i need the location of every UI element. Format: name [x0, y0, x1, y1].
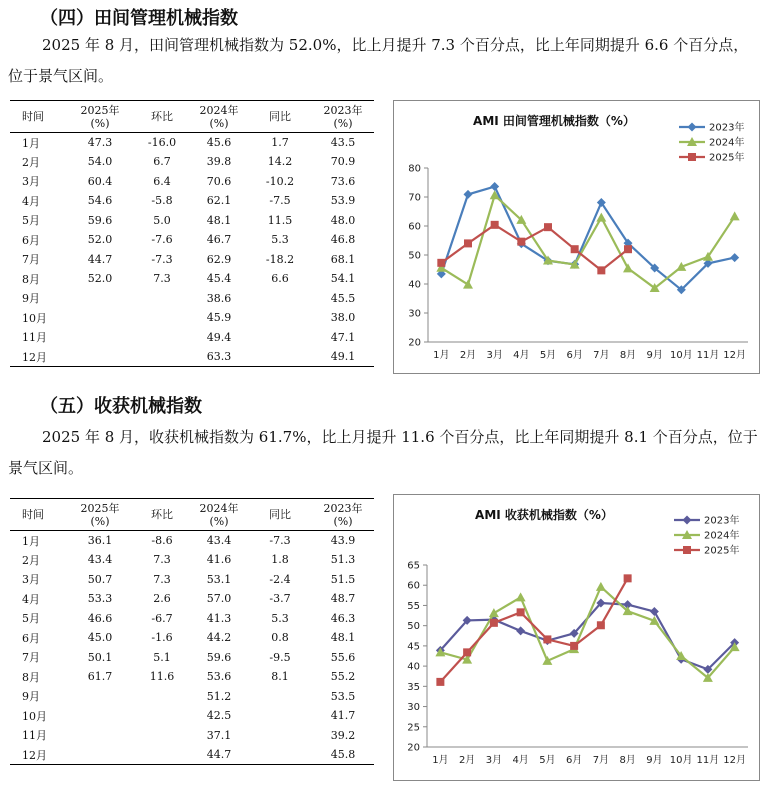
table-cell: 39.2	[330, 728, 356, 742]
table-cell: 42.5	[206, 709, 232, 723]
table-cell: 5.0	[153, 213, 171, 227]
table-cell: 45.0	[87, 631, 113, 645]
table-row	[10, 250, 374, 270]
table-row	[10, 745, 374, 765]
y-tick-label: 50	[408, 250, 421, 262]
table-cell	[248, 328, 312, 348]
y-tick-label: 20	[407, 742, 420, 754]
table-cell: 41.6	[206, 553, 232, 567]
table-cell: 12月	[10, 745, 66, 765]
data-point	[490, 619, 498, 627]
table-cell	[66, 308, 134, 328]
table-cell: 53.5	[330, 689, 356, 703]
table-cell: 6.7	[153, 155, 171, 169]
table-cell: 49.1	[312, 347, 374, 367]
table-cell: 2月	[22, 553, 40, 567]
table-cell: 38.6	[206, 291, 232, 305]
col-header: 时间	[10, 499, 66, 531]
table-cell	[134, 347, 190, 367]
table-cell: 44.2	[206, 631, 232, 645]
table-cell: 45.8	[312, 745, 374, 765]
table-cell: 7.3	[153, 572, 171, 586]
table-cell: 48.7	[330, 592, 356, 606]
table-row	[10, 609, 374, 629]
data-point	[570, 642, 578, 650]
paragraph-harvesting: 2025 年 8 月，收获机械指数为 61.7%，比上月提升 11.6 个百分点，比上年同期提升 8.1 个百分点，位于景气区间。	[8, 428, 758, 477]
table-cell: 11.5	[267, 213, 293, 227]
section-heading-harvesting: （五）收获机械指数	[40, 396, 202, 417]
table-cell: -16.0	[147, 136, 177, 149]
table-cell: 46.8	[330, 233, 356, 247]
x-tick-label: 6月	[565, 755, 583, 766]
table-row	[10, 589, 374, 609]
legend-marker	[683, 516, 692, 525]
table-cell: 41.7	[330, 709, 356, 723]
table-cell: 55.2	[330, 670, 356, 684]
table-row	[10, 687, 374, 707]
table-cell: 50.7	[87, 572, 113, 586]
col-header: 2023年 (%)	[312, 101, 374, 133]
table-cell: 10月	[22, 709, 47, 723]
table-cell: -7.3	[151, 252, 173, 266]
table-cell: 46.3	[330, 611, 356, 625]
table-row	[10, 328, 374, 348]
table-cell: 46.6	[87, 611, 113, 625]
legend-entry	[674, 514, 739, 527]
table-row	[10, 550, 374, 570]
table-cell: -10.2	[265, 174, 295, 188]
table-cell: 44.7	[87, 252, 113, 266]
table-row	[10, 628, 374, 648]
x-tick-label: 1月	[432, 755, 449, 766]
table-cell	[66, 347, 134, 367]
x-tick-label: 5月	[539, 755, 556, 766]
y-tick-label: 60	[408, 221, 421, 233]
section-heading-field-management: （四）田间管理机械指数	[40, 8, 238, 29]
table-cell	[248, 726, 312, 746]
series-line	[441, 195, 734, 288]
table-cell: 45.6	[206, 136, 232, 149]
table-cell	[134, 308, 190, 328]
table-cell	[66, 726, 134, 746]
table-cell: 14.2	[267, 155, 293, 169]
data-point	[544, 223, 552, 231]
y-tick-label: 80	[408, 163, 421, 175]
table-cell: 6.4	[153, 174, 171, 188]
table-row	[10, 570, 374, 590]
chart-field-management	[393, 100, 760, 374]
x-tick-label: 8月	[619, 350, 637, 361]
legend-marker	[688, 153, 696, 161]
data-point	[463, 648, 471, 656]
legend-marker	[688, 123, 697, 132]
data-point	[436, 678, 444, 686]
y-tick-label: 70	[408, 192, 421, 204]
table-cell	[134, 289, 190, 309]
x-tick-label: 2月	[459, 350, 477, 361]
col-header: 时间	[10, 101, 66, 133]
table-cell: 9月	[22, 690, 40, 704]
col-header: 同比	[248, 499, 312, 531]
table-row	[10, 172, 374, 192]
table-cell: 43.4	[87, 553, 113, 567]
table-row	[10, 230, 374, 250]
table-cell: 59.6	[87, 213, 113, 227]
table-harvesting	[10, 498, 374, 765]
table-cell: 8.1	[271, 670, 289, 684]
series-line	[441, 187, 734, 290]
x-tick-label: 1月	[433, 350, 450, 361]
data-point	[490, 182, 499, 191]
table-row	[10, 211, 374, 231]
table-cell: 1.8	[271, 553, 289, 567]
table-cell: 57.0	[206, 592, 232, 606]
table-cell: 48.1	[330, 631, 356, 645]
data-point	[650, 607, 659, 616]
table-cell	[134, 687, 190, 707]
table-row	[10, 269, 374, 289]
data-point	[435, 647, 445, 656]
y-tick-label: 25	[407, 722, 420, 734]
table-cell: 63.3	[190, 347, 248, 367]
table-cell: -7.5	[269, 194, 291, 208]
x-tick-label: 4月	[513, 350, 530, 361]
col-header: 2025年 (%)	[66, 101, 134, 133]
x-tick-label: 10月	[669, 755, 693, 766]
y-tick-label: 30	[407, 702, 420, 714]
legend-label: 2023年	[704, 515, 740, 527]
y-tick-label: 45	[407, 641, 420, 653]
table-cell: 70.9	[330, 155, 356, 169]
table-cell: 43.5	[330, 136, 356, 149]
table-cell: 53.9	[330, 194, 356, 208]
table-cell: 39.8	[206, 155, 232, 169]
legend-entry	[674, 529, 739, 542]
table-cell	[248, 308, 312, 328]
table-cell: 11.6	[149, 670, 175, 684]
col-header: 2023年 (%)	[312, 499, 374, 531]
series-line	[441, 225, 628, 271]
table-cell	[248, 289, 312, 309]
table-cell: 36.1	[87, 534, 113, 547]
data-point	[597, 621, 605, 629]
table-cell: 6月	[22, 631, 40, 645]
table-cell: 7月	[22, 253, 40, 267]
x-tick-label: 8月	[619, 755, 636, 766]
legend-entry	[679, 151, 744, 164]
table-cell: 45.9	[206, 311, 232, 325]
table-cell	[66, 687, 134, 707]
table-field-management	[10, 100, 374, 367]
table-row	[10, 648, 374, 668]
table-cell: 38.0	[330, 311, 356, 325]
table-cell: 44.7	[190, 745, 248, 765]
data-point	[517, 238, 525, 246]
col-header: 环比	[134, 499, 190, 531]
table-cell: 48.1	[206, 213, 232, 227]
data-point	[624, 245, 632, 253]
x-tick-label: 3月	[486, 350, 503, 361]
table-cell: 10月	[22, 311, 47, 325]
table-cell: 53.1	[206, 572, 232, 586]
table-cell: 48.0	[330, 213, 356, 227]
table-cell: 3月	[22, 175, 40, 189]
data-point	[596, 582, 606, 591]
chart-field-management-svg	[394, 101, 759, 373]
data-point	[624, 574, 632, 582]
table-cell: 11月	[22, 331, 47, 345]
y-tick-label: 55	[407, 600, 420, 612]
data-point	[437, 259, 445, 267]
x-tick-label: 2月	[458, 755, 476, 766]
table-cell: 5月	[22, 214, 40, 228]
y-tick-label: 65	[407, 560, 420, 572]
table-cell: 52.0	[87, 233, 113, 247]
table-row	[10, 133, 374, 153]
table-row	[10, 289, 374, 309]
legend-label: 2025年	[704, 545, 740, 557]
legend-label: 2023年	[709, 122, 745, 134]
table-cell: 52.0	[87, 272, 113, 286]
chart-title: AMI 收获机械指数（%）	[475, 508, 613, 522]
data-point	[730, 211, 740, 220]
legend-entry	[679, 136, 744, 149]
table-cell: 8月	[22, 670, 40, 684]
table-row	[10, 308, 374, 328]
y-tick-label: 50	[407, 621, 420, 633]
y-tick-label: 35	[407, 681, 420, 693]
table-cell: 6.6	[271, 272, 289, 286]
table-cell: 1月	[22, 136, 40, 150]
legend-entry	[674, 544, 739, 557]
table-cell: -8.6	[151, 534, 173, 547]
table-cell: 51.3	[330, 553, 356, 567]
table-cell: -7.3	[269, 534, 291, 547]
data-point	[489, 608, 499, 617]
table-cell	[134, 745, 190, 765]
table-cell: 7.3	[153, 553, 171, 567]
table-cell	[134, 328, 190, 348]
table-cell	[248, 706, 312, 726]
series-2025年	[437, 221, 632, 275]
table-cell: 70.6	[206, 174, 232, 188]
data-point	[517, 608, 525, 616]
data-point	[464, 190, 473, 199]
table-row	[10, 706, 374, 726]
table-cell: 45.4	[206, 272, 232, 286]
data-point	[516, 626, 525, 635]
table-cell: 5.3	[271, 611, 289, 625]
chart-harvesting	[393, 494, 760, 781]
table-cell: 50.1	[87, 650, 113, 664]
table-cell: -7.6	[151, 233, 173, 247]
table-cell: 5.1	[153, 650, 171, 664]
table-cell: 49.4	[206, 330, 232, 344]
table-cell: 47.1	[330, 330, 356, 344]
table-cell: 1月	[22, 534, 40, 548]
table-cell	[248, 347, 312, 367]
col-header: 同比	[248, 101, 312, 133]
table-cell: 46.7	[206, 233, 232, 247]
table-cell: -1.6	[151, 631, 173, 645]
col-header: 2024年 (%)	[190, 499, 248, 531]
table-cell: 2.6	[153, 592, 171, 606]
table-cell: -3.7	[269, 592, 291, 606]
table-cell: 5.3	[271, 233, 289, 247]
table-cell: 73.6	[330, 174, 356, 188]
y-tick-label: 40	[407, 661, 420, 673]
table-cell: 47.3	[87, 136, 113, 149]
x-tick-label: 4月	[512, 755, 529, 766]
table-cell: -6.7	[151, 611, 173, 625]
col-header: 环比	[134, 101, 190, 133]
chart-title: AMI 田间管理机械指数（%）	[473, 114, 635, 128]
table-cell: 68.1	[330, 252, 356, 266]
table-cell: 4月	[22, 194, 40, 208]
table-cell	[248, 687, 312, 707]
table-cell: 51.5	[330, 572, 356, 586]
legend-label: 2025年	[709, 152, 745, 164]
legend-entry	[679, 121, 744, 134]
data-point	[464, 239, 472, 247]
table-row	[10, 347, 374, 367]
table-row	[10, 152, 374, 172]
table-cell: 59.6	[206, 650, 232, 664]
table-cell	[248, 745, 312, 765]
table-cell	[134, 726, 190, 746]
x-tick-label: 11月	[696, 350, 720, 361]
x-tick-label: 9月	[646, 350, 663, 361]
col-header: 2025年 (%)	[66, 499, 134, 531]
legend-label: 2024年	[704, 530, 740, 542]
table-cell: 60.4	[87, 174, 113, 188]
table-cell: 43.4	[206, 534, 232, 547]
legend-label: 2024年	[709, 137, 745, 149]
x-tick-label: 7月	[593, 350, 610, 361]
series-2024年	[435, 582, 739, 682]
col-header: 2024年 (%)	[190, 101, 248, 133]
x-tick-label: 11月	[696, 755, 720, 766]
table-cell: 53.3	[87, 592, 113, 606]
table-cell: 2月	[22, 155, 40, 169]
table-cell: 7.3	[153, 272, 171, 286]
legend-marker	[683, 546, 691, 554]
table-cell: -2.4	[269, 572, 291, 586]
data-point	[623, 263, 633, 272]
table-cell: -5.8	[151, 194, 173, 208]
table-row	[10, 726, 374, 746]
table-cell: -18.2	[265, 252, 295, 266]
x-tick-label: 6月	[566, 350, 583, 361]
x-tick-label: 7月	[592, 755, 610, 766]
table-cell	[66, 745, 134, 765]
table-cell: 0.8	[271, 631, 289, 645]
table-cell: 41.3	[206, 611, 232, 625]
table-cell: 3月	[22, 573, 40, 587]
table-cell: 1.7	[271, 136, 289, 149]
table-cell: 5月	[22, 612, 40, 626]
table-cell: 43.9	[330, 534, 356, 547]
table-row	[10, 531, 374, 551]
table-cell: 54.0	[87, 155, 113, 169]
table-row	[10, 191, 374, 211]
y-tick-label: 20	[408, 337, 421, 349]
x-tick-label: 12月	[723, 350, 747, 361]
table-cell: 62.9	[206, 252, 232, 266]
x-tick-label: 10月	[669, 350, 693, 361]
table-cell	[66, 328, 134, 348]
table-cell: 6月	[22, 233, 40, 247]
paragraph-field-management: 2025 年 8 月，田间管理机械指数为 52.0%，比上月提升 7.3 个百分点，比上年同期提升 6.6 个百分点，位于景气区间。	[8, 36, 749, 85]
data-point	[463, 280, 473, 289]
table-cell: 7月	[22, 651, 40, 665]
data-point	[543, 635, 551, 643]
data-point	[597, 266, 605, 274]
y-tick-label: 60	[407, 580, 420, 592]
x-tick-label: 12月	[723, 755, 746, 766]
table-cell: 55.6	[330, 650, 356, 664]
table-cell: 61.7	[87, 670, 113, 684]
table-cell: 54.6	[87, 194, 113, 208]
table-cell: 51.2	[206, 689, 232, 703]
y-tick-label: 30	[408, 308, 421, 320]
y-tick-label: 40	[408, 279, 421, 291]
x-tick-label: 3月	[485, 755, 503, 766]
table-cell: 54.1	[330, 272, 356, 286]
table-row	[10, 667, 374, 687]
table-cell: 45.5	[330, 291, 356, 305]
data-point	[730, 253, 739, 262]
table-cell	[66, 706, 134, 726]
data-point	[571, 245, 579, 253]
data-point	[596, 213, 606, 222]
x-tick-label: 5月	[539, 350, 557, 361]
table-cell: 11月	[22, 729, 47, 743]
data-point	[491, 221, 499, 229]
table-cell: 8月	[22, 272, 40, 286]
table-cell: 62.1	[206, 194, 232, 208]
table-cell: -9.5	[269, 650, 291, 664]
data-point	[516, 592, 526, 601]
table-cell: 37.1	[206, 728, 232, 742]
chart-harvesting-svg	[394, 495, 759, 780]
x-tick-label: 9月	[646, 755, 663, 766]
table-cell: 4月	[22, 592, 40, 606]
table-cell: 9月	[22, 292, 40, 306]
table-cell: 53.6	[206, 670, 232, 684]
table-cell	[66, 289, 134, 309]
table-cell: 12月	[10, 347, 66, 367]
table-cell	[134, 706, 190, 726]
